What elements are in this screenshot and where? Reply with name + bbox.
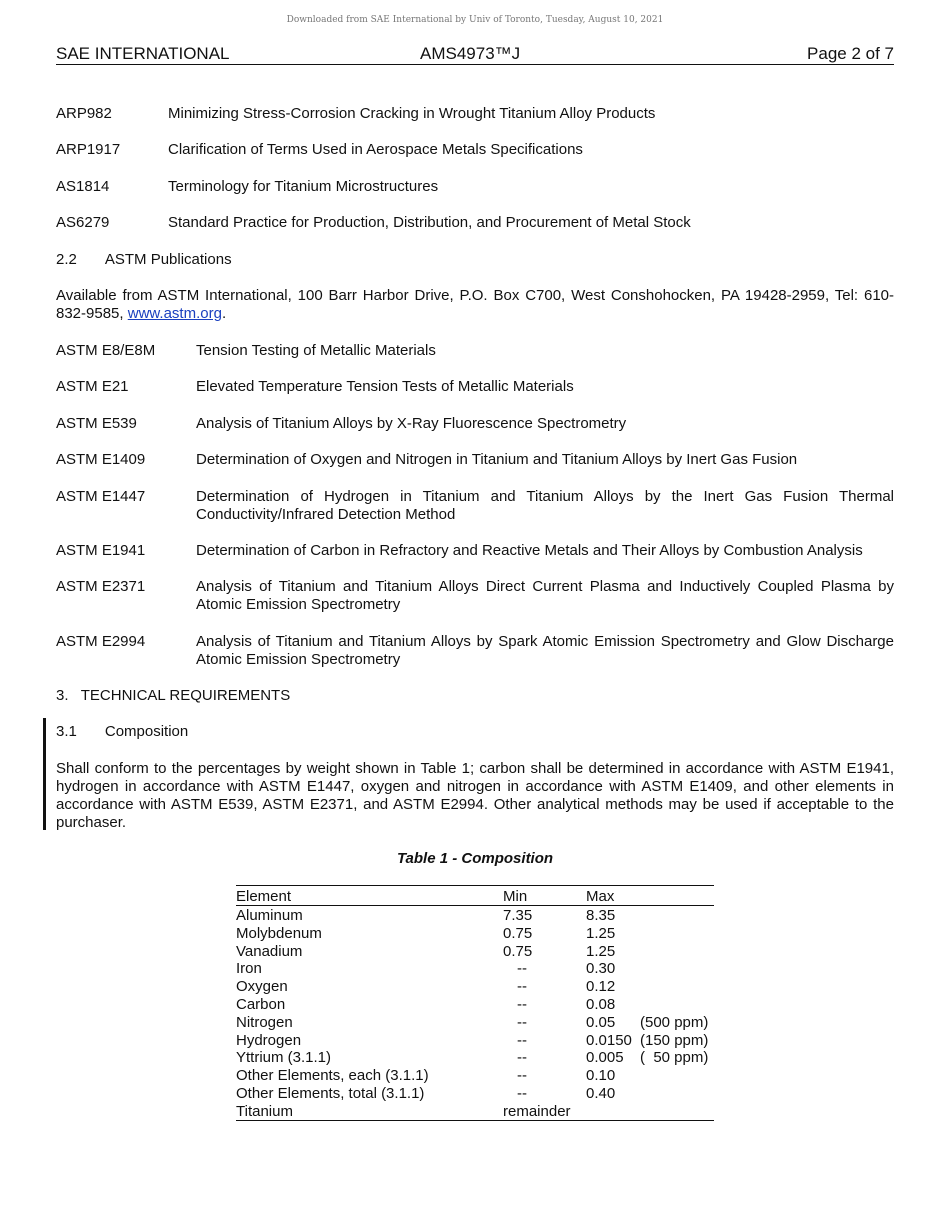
composition-paragraph: Shall conform to the percentages by weight shown in Table 1; carbon shall be determined in accordance with ASTM E1941, hydrogen in accordance with ASTM E1447, oxygen and nitrogen in accordance with ASTM E1409, and other elements in accordance with ASTM E539, ASTM E2371, and ASTM E2994. Other analytical methods may be used if acceptable to the purchaser. <box>56 760 894 831</box>
cell-min: 7.35 <box>503 907 533 924</box>
header-max: Max <box>586 888 615 905</box>
ref-title: Analysis of Titanium and Titanium Alloys Direct Current Plasma and Inductively Coupled Plasma by Atomic Emission Spectrometry <box>196 578 894 613</box>
cell-min: -- <box>517 996 527 1013</box>
revision-change-bar <box>43 718 46 830</box>
ref-title: Elevated Temperature Tension Tests of Metallic Materials <box>196 378 574 395</box>
cell-max: 0.12 <box>586 978 616 996</box>
ref-code: ASTM E1447 <box>56 488 146 505</box>
ref-title: Analysis of Titanium Alloys by X-Ray Fluorescence Spectrometry <box>196 415 627 432</box>
header-element: Element <box>236 888 292 905</box>
astm-availability-paragraph <box>56 287 894 323</box>
cell-min: -- <box>517 978 527 996</box>
cell-max: 0.05 <box>586 1013 616 1031</box>
cell-max: 0.30 <box>586 960 616 978</box>
ref-code: ARP1917 <box>56 141 121 158</box>
cell-max: 8.35 <box>586 907 616 924</box>
cell-max: 1.25 <box>586 942 616 960</box>
cell-min: -- <box>517 960 527 978</box>
table-1-title: Table 1 - Composition <box>396 850 554 867</box>
cell-element: Carbon <box>236 996 286 1013</box>
cell-max: 0.005 <box>586 1049 624 1067</box>
ref-title: Minimizing Stress-Corrosion Cracking in Wrought Titanium Alloy Products <box>168 105 656 122</box>
ref-code: ASTM E21 <box>56 378 129 395</box>
availability-text: Available from ASTM International, 100 Barr Harbor Drive, P.O. Box C700, West Conshohocken, PA 19428-2959, Tel: 610-832-9585, <box>56 287 894 322</box>
ref-title: Determination of Carbon in Refractory and Reactive Metals and Their Alloys by Combustion Analysis <box>196 542 863 559</box>
cell-element: Nitrogen <box>236 1013 293 1031</box>
availability-period: . <box>221 305 227 322</box>
ref-title: Determination of Oxygen and Nitrogen in Titanium and Titanium Alloys by Inert Gas Fusion <box>196 451 798 468</box>
cell-max: 0.08 <box>586 996 616 1013</box>
ref-code: ASTM E2371 <box>56 578 146 595</box>
cell-min: -- <box>517 1067 527 1085</box>
ref-code: ASTM E2994 <box>56 633 146 650</box>
cell-element: Iron <box>236 960 262 978</box>
section-3-1-heading <box>56 723 188 741</box>
cell-min: 0.75 <box>503 924 533 942</box>
cell-element: Aluminum <box>236 907 303 924</box>
ref-code: AS6279 <box>56 214 110 231</box>
cell-element: Other Elements, total (3.1.1) <box>236 1085 425 1102</box>
cell-element: Hydrogen <box>236 1031 302 1049</box>
cell-min: -- <box>517 1031 527 1049</box>
cell-min: -- <box>517 1013 527 1031</box>
ref-title: Standard Practice for Production, Distribution, and Procurement of Metal Stock <box>168 214 691 231</box>
table-header-rule <box>236 905 714 906</box>
cell-min: remainder <box>503 1102 571 1120</box>
cell-max: 0.0150 <box>586 1031 632 1049</box>
ref-code: ASTM E539 <box>56 415 137 432</box>
section-title: Composition <box>104 723 189 740</box>
ref-title: Analysis of Titanium and Titanium Alloys by Spark Atomic Emission Spectrometry and Glow Discharge Atomic Emission Spectrometry <box>196 633 894 668</box>
cell-ppm-note: (500 ppm) <box>640 1013 709 1031</box>
ref-code: ARP982 <box>56 105 112 122</box>
section-title: ASTM Publications <box>104 251 232 268</box>
header-org: SAE INTERNATIONAL <box>56 44 230 63</box>
cell-min: -- <box>517 1085 527 1102</box>
cell-max: 1.25 <box>586 924 616 942</box>
table-bottom-rule <box>236 1120 714 1121</box>
cell-element: Oxygen <box>236 978 288 996</box>
section-3-heading: 3. TECHNICAL REQUIREMENTS <box>56 687 291 704</box>
download-watermark: Downloaded from SAE International by Univ of Toronto, Tuesday, August 10, 2021 <box>286 15 664 25</box>
section-2-2-heading <box>56 251 232 269</box>
ref-title: Determination of Hydrogen in Titanium and Titanium Alloys by the Inert Gas Fusion Thermal Conductivity/Infrared Detection Method <box>196 488 894 523</box>
ref-code: AS1814 <box>56 178 110 195</box>
ref-code: ASTM E1409 <box>56 451 146 468</box>
cell-element: Molybdenum <box>236 924 322 942</box>
cell-min: -- <box>517 1049 527 1067</box>
cell-max: 0.10 <box>586 1067 616 1085</box>
astm-website-link[interactable]: www.astm.org <box>127 305 222 322</box>
ref-title: Terminology for Titanium Microstructures <box>168 178 439 195</box>
cell-element: Yttrium (3.1.1) <box>236 1049 332 1067</box>
cell-ppm-note: ( 50 ppm) <box>640 1049 709 1067</box>
section-number: 3.1 <box>56 723 77 740</box>
page-header <box>56 44 894 65</box>
header-doc-id: AMS4973™J <box>420 44 521 63</box>
ref-title: Clarification of Terms Used in Aerospace Metals Specifications <box>168 141 583 158</box>
header-page-number: Page 2 of 7 <box>807 44 894 63</box>
cell-ppm-note: (150 ppm) <box>640 1031 709 1049</box>
table-top-rule <box>236 885 714 886</box>
cell-min: 0.75 <box>503 942 533 960</box>
cell-max: 0.40 <box>586 1085 616 1102</box>
ref-title: Tension Testing of Metallic Materials <box>196 342 436 359</box>
cell-element: Other Elements, each (3.1.1) <box>236 1067 429 1085</box>
cell-element: Vanadium <box>236 942 303 960</box>
ref-code: ASTM E8/E8M <box>56 342 156 359</box>
ref-code: ASTM E1941 <box>56 542 146 559</box>
section-number: 2.2 <box>56 251 77 268</box>
header-min: Min <box>503 888 528 905</box>
cell-element: Titanium <box>236 1102 293 1120</box>
